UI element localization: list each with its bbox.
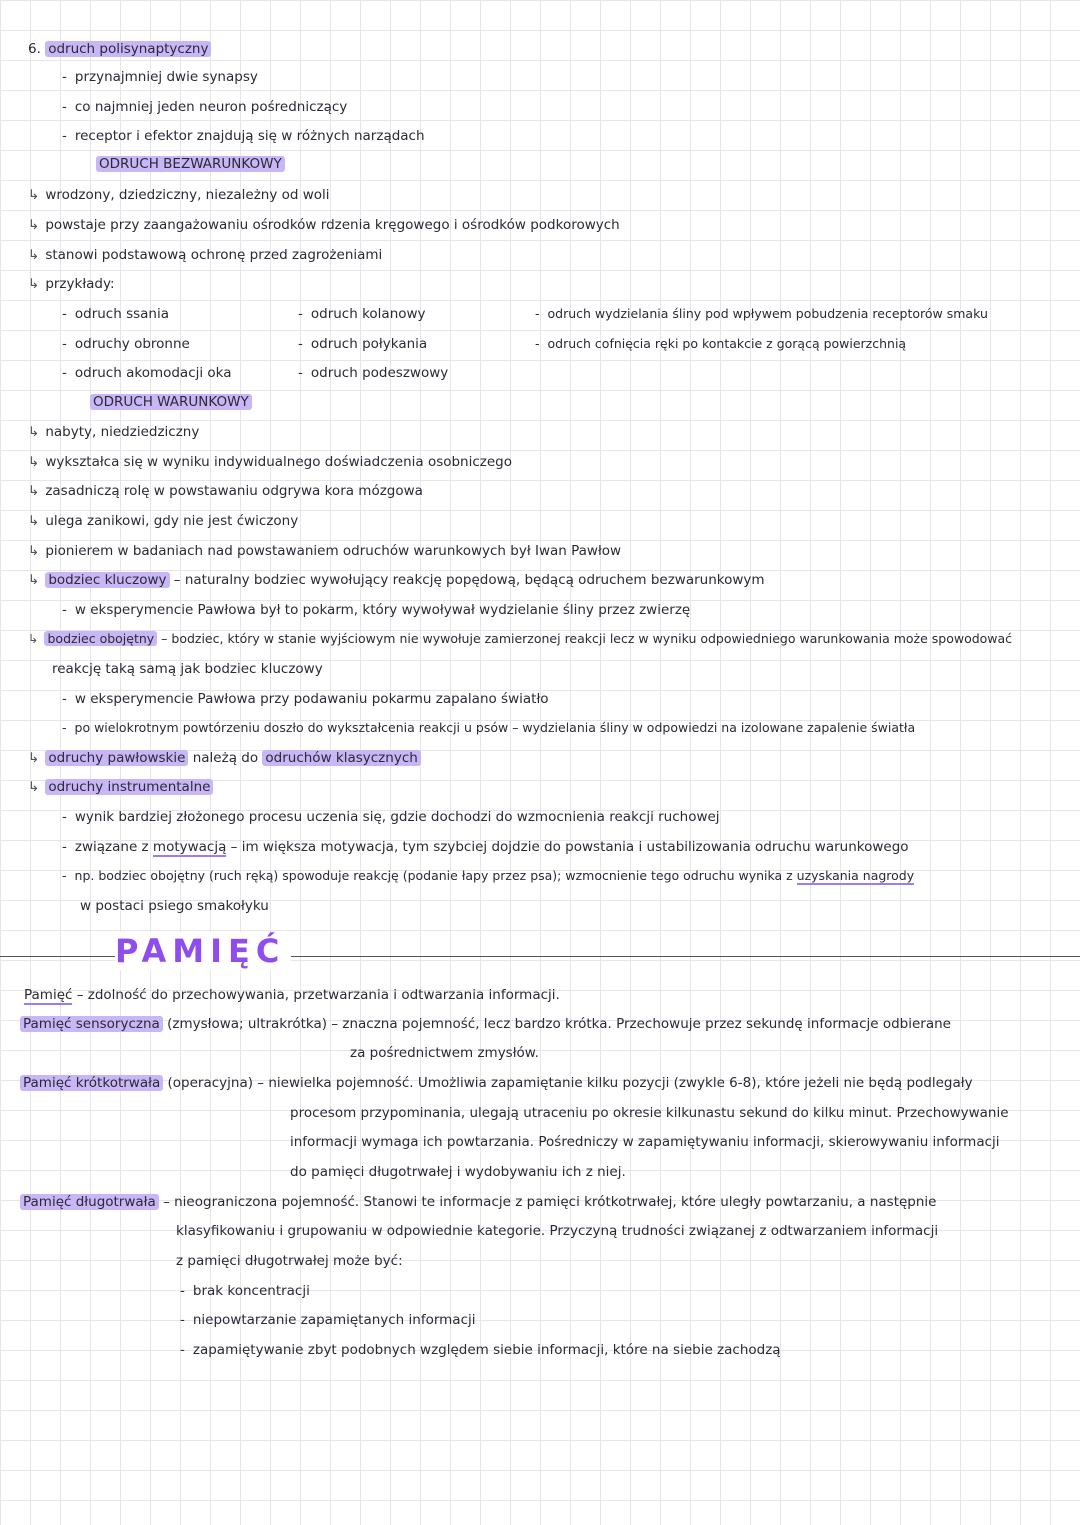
list-item: - w eksperymencie Pawłowa był to pokarm, który wywoływał wydzielanie śliny przez zwierzę bbox=[62, 602, 691, 618]
list-item: - brak koncentracji bbox=[180, 1283, 310, 1299]
list-item: - po wielokrotnym powtórzeniu doszło do wykształcenia reakcji u psów – wydzielania śliny w odpowiedzi na izolowane zapalenie światła bbox=[62, 720, 916, 735]
list-item: - wynik bardziej złożonego procesu uczenia się, gdzie dochodzi do wzmocnienia reakcji ruchowej bbox=[62, 809, 720, 825]
key-stimulus: ↳ bodziec kluczowy – naturalny bodziec wywołujący reakcję popędową, będącą odruchem bezwarunkowym bbox=[28, 572, 765, 588]
list-item: ↳ powstaje przy zaangażowaniu ośrodków rdzenia kręgowego i ośrodków podkorowych bbox=[28, 217, 620, 233]
list-item: ↳ zasadniczą rolę w powstawaniu odgrywa kora mózgowa bbox=[28, 483, 423, 499]
list-item: ↳ nabyty, niedziedziczny bbox=[28, 424, 200, 440]
list-item: - w eksperymencie Pawłowa przy podawaniu pokarmu zapalano światło bbox=[62, 691, 549, 707]
list-item: ↳ wykształca się w wyniku indywidualnego doświadczenia osobniczego bbox=[28, 454, 513, 470]
memory-definition: Pamięć – zdolność do przechowywania, przetwarzania i odtwarzania informacji. bbox=[24, 987, 560, 1003]
unconditioned-title: ODRUCH BEZWARUNKOWY bbox=[96, 155, 285, 173]
list-item: - niepowtarzanie zapamiętanych informacji bbox=[180, 1312, 476, 1328]
list-item: ↳ przykłady: bbox=[28, 276, 115, 292]
list-item: - np. bodziec obojętny (ruch ręką) spowoduje reakcję (podanie łapy przez psa); wzmocnienie tego odruchu wynika z uzyskania nagrody bbox=[62, 868, 915, 883]
example-item: - odruch akomodacji oka bbox=[62, 365, 232, 381]
long-term-memory: Pamięć długotrwała – nieograniczona pojemność. Stanowi te informacje z pamięci krótkotrwałej, które uległy powtarzaniu, a następnie bbox=[20, 1193, 937, 1211]
neutral-stimulus-cont: reakcję taką samą jak bodziec kluczowy bbox=[52, 661, 323, 677]
reflex-header: 6. odruch polisynaptyczny bbox=[28, 40, 211, 58]
long-term-cont: klasyfikowaniu i grupowaniu w odpowiednie kategorie. Przyczyną trudności związanej z odtwarzaniem informacji bbox=[176, 1223, 939, 1239]
list-item: ↳ ulega zanikowi, gdy nie jest ćwiczony bbox=[28, 513, 299, 529]
list-item: - receptor i efektor znajdują się w różnych narządach bbox=[62, 128, 425, 144]
example-item: - odruch połykania bbox=[298, 336, 428, 352]
list-item: ↳ wrodzony, dziedziczny, niezależny od woli bbox=[28, 187, 330, 203]
pavlov-reflexes: ↳ odruchy pawłowskie należą do odruchów klasycznych bbox=[28, 749, 421, 767]
conditioned-title: ODRUCH WARUNKOWY bbox=[90, 393, 252, 411]
list-item-cont: w postaci psiego smakołyku bbox=[80, 898, 269, 914]
example-item: - odruch wydzielania śliny pod wpływem pobudzenia receptorów smaku bbox=[535, 306, 988, 321]
example-item: - odruch ssania bbox=[62, 306, 169, 322]
sensory-memory: Pamięć sensoryczna (zmysłowa; ultrakrótka) – znaczna pojemność, lecz bardzo krótka. Przechowuje przez sekundę informacje odbierane bbox=[20, 1015, 951, 1033]
sensory-memory-cont: za pośrednictwem zmysłów. bbox=[350, 1045, 539, 1061]
instrumental-title: ↳ odruchy instrumentalne bbox=[28, 778, 213, 796]
list-item: - zapamiętywanie zbyt podobnych względem siebie informacji, które na siebie zachodzą bbox=[180, 1342, 781, 1358]
short-term-cont: do pamięci długotrwałej i wydobywaniu ich z niej. bbox=[290, 1164, 626, 1180]
memory-title: PAMIĘĆ bbox=[115, 932, 291, 970]
example-item: - odruch cofnięcia ręki po kontakcie z gorącą powierzchnią bbox=[535, 336, 907, 351]
short-term-cont: informacji wymaga ich powtarzania. Pośredniczy w zapamiętywaniu informacji, skierowywaniu informacji bbox=[290, 1134, 1000, 1150]
neutral-stimulus: ↳ bodziec obojętny – bodziec, który w stanie wyjściowym nie wywołuje zamierzonej reakcji lecz w wyniku odpowiedniego warunkowania może spowodować bbox=[28, 631, 1013, 646]
short-term-cont: procesom przypominania, ulegają utraceniu po okresie kilkunastu sekund do kilku minut. Przechowywanie bbox=[290, 1105, 1009, 1121]
list-item: ↳ stanowi podstawową ochronę przed zagrożeniami bbox=[28, 247, 383, 263]
long-term-cont: z pamięci długotrwałej może być: bbox=[176, 1253, 403, 1269]
short-term-memory: Pamięć krótkotrwała (operacyjna) – niewielka pojemność. Umożliwia zapamiętanie kilku pozycji (zwykle 6-8), które jeżeli nie będą podlegały bbox=[20, 1074, 973, 1092]
list-item: - co najmniej jeden neuron pośredniczący bbox=[62, 99, 348, 115]
example-item: - odruch kolanowy bbox=[298, 306, 426, 322]
reflex-header-label: odruch polisynaptyczny bbox=[45, 41, 211, 57]
list-item: - związane z motywacją – im większa motywacja, tym szybciej dojdzie do powstania i ustabilizowania odruchu warunkowego bbox=[62, 839, 909, 855]
list-item: - przynajmniej dwie synapsy bbox=[62, 69, 258, 85]
example-item: - odruchy obronne bbox=[62, 336, 190, 352]
list-item: ↳ pionierem w badaniach nad powstawaniem odruchów warunkowych był Iwan Pawłow bbox=[28, 543, 622, 559]
example-item: - odruch podeszwowy bbox=[298, 365, 449, 381]
